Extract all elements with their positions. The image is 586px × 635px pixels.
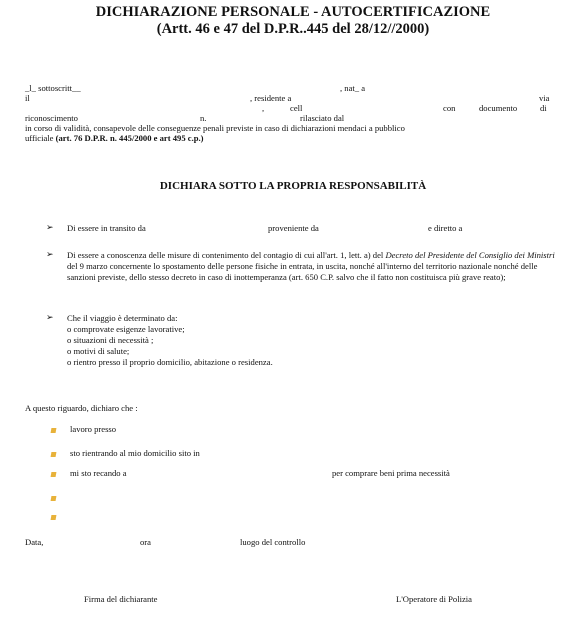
document-title: DICHIARAZIONE PERSONALE - AUTOCERTIFICAZIONE xyxy=(95,4,491,20)
awareness-text-c: del 9 marzo concernente lo spostamento delle persone fisiche in entrata, in uscita, nonché all'interno del territorio nazionale nonché delle sanzioni previste, dello stesso decreto in caso di inottemperanza (art. 650 C.P. salvo che il fatto non costituisca più grave reato); xyxy=(67,261,538,282)
document-subtitle: (Artt. 46 e 47 del D.P.R..445 del 28/12//2000) xyxy=(156,21,430,37)
validity-text: in corso di validità, consapevole delle conseguenze penali previste in caso di dichiarazioni mendaci a pubblico xyxy=(25,123,405,133)
declarant-signature-field[interactable] xyxy=(40,619,210,629)
directed-to-field[interactable] xyxy=(476,224,564,234)
label-cell: cell xyxy=(290,103,303,113)
other-reason-field-2[interactable] xyxy=(70,510,482,520)
coming-from-field[interactable] xyxy=(334,224,426,234)
name-field[interactable] xyxy=(119,84,334,94)
home-address-field[interactable] xyxy=(237,449,402,459)
awareness-text-a: Di essere a conoscenza delle misure di contenimento del contagio di cui all'art. 1, lett. a) del xyxy=(67,250,384,260)
label-rientrando: sto rientrando al mio domicilio sito in xyxy=(70,448,200,458)
option-health[interactable]: o motivi di salute; xyxy=(67,346,130,356)
label-il: il xyxy=(25,93,30,103)
destination-field[interactable] xyxy=(144,469,330,479)
label-documento: documento xyxy=(479,103,518,113)
label-in-transito: Di essere in transito da xyxy=(67,223,146,233)
label-nato-a: , nat_ a xyxy=(340,83,366,93)
bullet-icon xyxy=(51,452,57,457)
date-field[interactable] xyxy=(54,538,138,548)
regard-intro: A questo riguardo, dichiaro che : xyxy=(25,403,138,413)
bullet-icon xyxy=(51,496,57,501)
label-proveniente: proveniente da xyxy=(268,223,319,233)
transit-from-field[interactable] xyxy=(172,224,266,234)
declaration-heading: DICHIARA SOTTO LA PROPRIA RESPONSABILITÀ xyxy=(159,180,427,192)
label-via: via xyxy=(539,93,550,103)
bullet-icon xyxy=(51,472,57,477)
control-place-field[interactable] xyxy=(325,538,539,548)
workplace-field[interactable] xyxy=(125,425,310,435)
time-field[interactable] xyxy=(156,538,236,548)
awareness-paragraph xyxy=(67,250,557,283)
label-con: con xyxy=(443,103,456,113)
birthdate-field[interactable] xyxy=(38,94,248,104)
arrow-bullet-icon: ➢ xyxy=(46,312,54,322)
label-data: Data, xyxy=(25,537,44,547)
arrow-bullet-icon: ➢ xyxy=(46,222,54,232)
label-ufficiale: ufficiale xyxy=(25,133,54,143)
arrow-bullet-icon: ➢ xyxy=(46,249,54,259)
label-di: di xyxy=(540,103,547,113)
bullet-icon xyxy=(51,428,57,433)
option-necessity[interactable]: o situazioni di necessità ; xyxy=(67,335,154,345)
declarant-signature-label: Firma del dichiarante xyxy=(84,594,158,604)
legal-reference: (art. 76 D.P.R. n. 445/2000 e art 495 c.p.) xyxy=(55,133,204,143)
label-ora: ora xyxy=(140,537,151,547)
label-luogo-controllo: luogo del controllo xyxy=(240,537,306,547)
option-work[interactable]: o comprovate esigenze lavorative; xyxy=(67,324,185,334)
police-officer-label: L'Operatore di Polizia xyxy=(396,594,473,604)
label-rilasciato-dal: rilasciato dal xyxy=(300,113,345,123)
label-per-comprare: per comprare beni prima necessità xyxy=(332,468,450,478)
label-residente-a: , residente a xyxy=(250,93,292,103)
label-mi-sto-recando: mi sto recando a xyxy=(70,468,127,478)
bullet-icon xyxy=(51,515,57,520)
label-n: n. xyxy=(200,113,207,123)
other-reason-field-1[interactable] xyxy=(70,490,480,500)
travel-reason-intro: Che il viaggio è determinato da: xyxy=(67,313,178,323)
label-riconoscimento: riconoscimento xyxy=(25,113,78,123)
label-comma: , xyxy=(262,103,265,113)
label-diretto-a: e diretto a xyxy=(428,223,463,233)
police-signature-field[interactable] xyxy=(348,619,534,629)
dpcm-reference: Decreto del Presidente del Consiglio dei Ministri xyxy=(385,250,555,260)
label-sottoscritto: _l_ sottoscritt__ xyxy=(25,83,81,93)
label-lavoro-presso: lavoro presso xyxy=(70,424,117,434)
option-return-home[interactable]: o rientro presso il proprio domicilio, abitazione o residenza. xyxy=(67,357,273,367)
birthplace-field[interactable] xyxy=(384,84,552,94)
